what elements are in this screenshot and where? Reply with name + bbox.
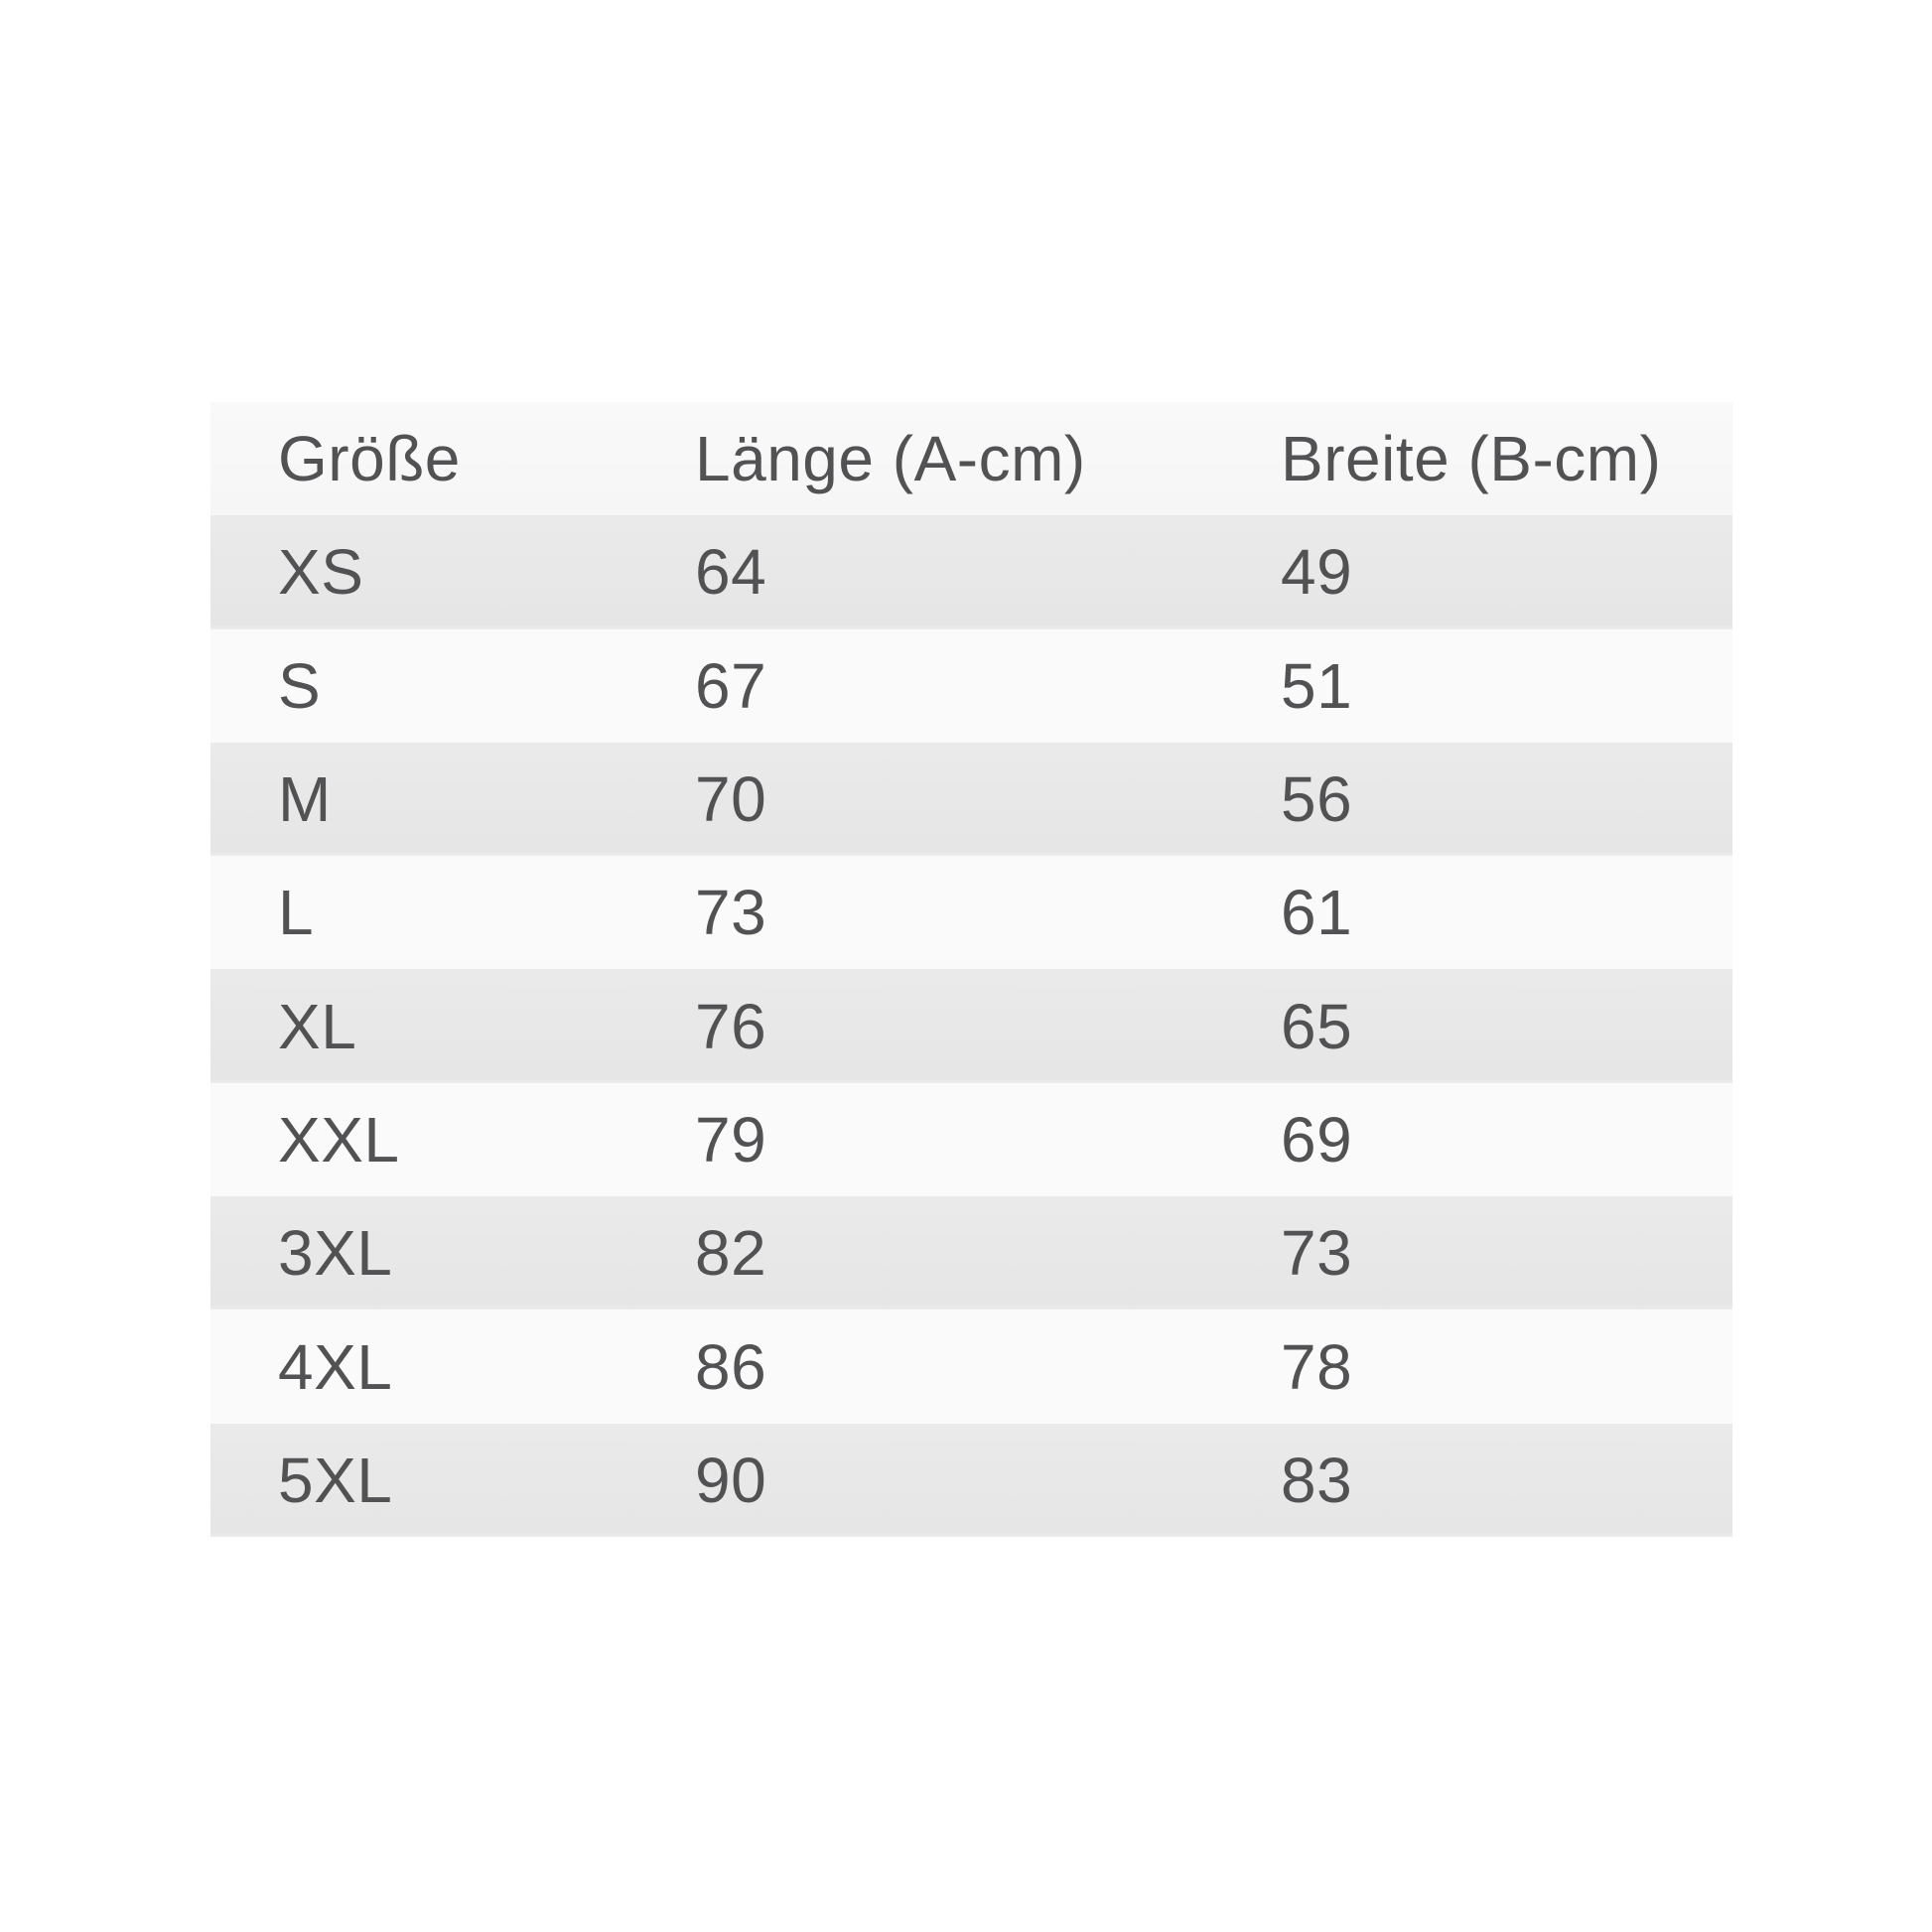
length-cell: 82 — [695, 1217, 767, 1290]
size-cell: 3XL — [278, 1217, 393, 1290]
table-row-xxl — [210, 1083, 1732, 1196]
length-cell: 73 — [695, 877, 767, 949]
width-cell: 69 — [1281, 1103, 1353, 1175]
table-row-5xl — [210, 1424, 1732, 1537]
width-cell: 51 — [1281, 649, 1353, 722]
width-cell: 56 — [1281, 763, 1353, 836]
width-cell: 83 — [1281, 1444, 1353, 1516]
length-cell: 67 — [695, 649, 767, 722]
table-row-3xl — [210, 1196, 1732, 1310]
header-cell-width: Breite (B-cm) — [1281, 423, 1662, 495]
length-cell: 76 — [695, 990, 767, 1062]
length-cell: 90 — [695, 1444, 767, 1516]
length-cell: 70 — [695, 763, 767, 836]
size-cell: 5XL — [278, 1444, 393, 1516]
width-cell: 65 — [1281, 990, 1353, 1062]
width-cell: 49 — [1281, 536, 1353, 609]
table-row-4xl — [210, 1310, 1732, 1423]
length-cell: 86 — [695, 1330, 767, 1403]
size-cell: XL — [278, 990, 357, 1062]
size-cell: M — [278, 763, 332, 836]
length-cell: 79 — [695, 1103, 767, 1175]
size-cell: XXL — [278, 1103, 400, 1175]
width-cell: 61 — [1281, 877, 1353, 949]
header-cell-length: Länge (A-cm) — [695, 423, 1086, 495]
width-cell: 78 — [1281, 1330, 1353, 1403]
table-header-row — [210, 402, 1732, 515]
size-chart-table — [210, 402, 1732, 1537]
table-row-xl — [210, 969, 1732, 1082]
size-cell: 4XL — [278, 1330, 393, 1403]
length-cell: 64 — [695, 536, 767, 609]
width-cell: 73 — [1281, 1217, 1353, 1290]
header-cell-size: Größe — [278, 423, 461, 495]
table-row-m — [210, 743, 1732, 856]
table-row-xs — [210, 515, 1732, 628]
size-cell: XS — [278, 536, 364, 609]
size-cell: L — [278, 877, 315, 949]
table-row-s — [210, 629, 1732, 743]
table-row-l — [210, 856, 1732, 969]
size-cell: S — [278, 649, 322, 722]
